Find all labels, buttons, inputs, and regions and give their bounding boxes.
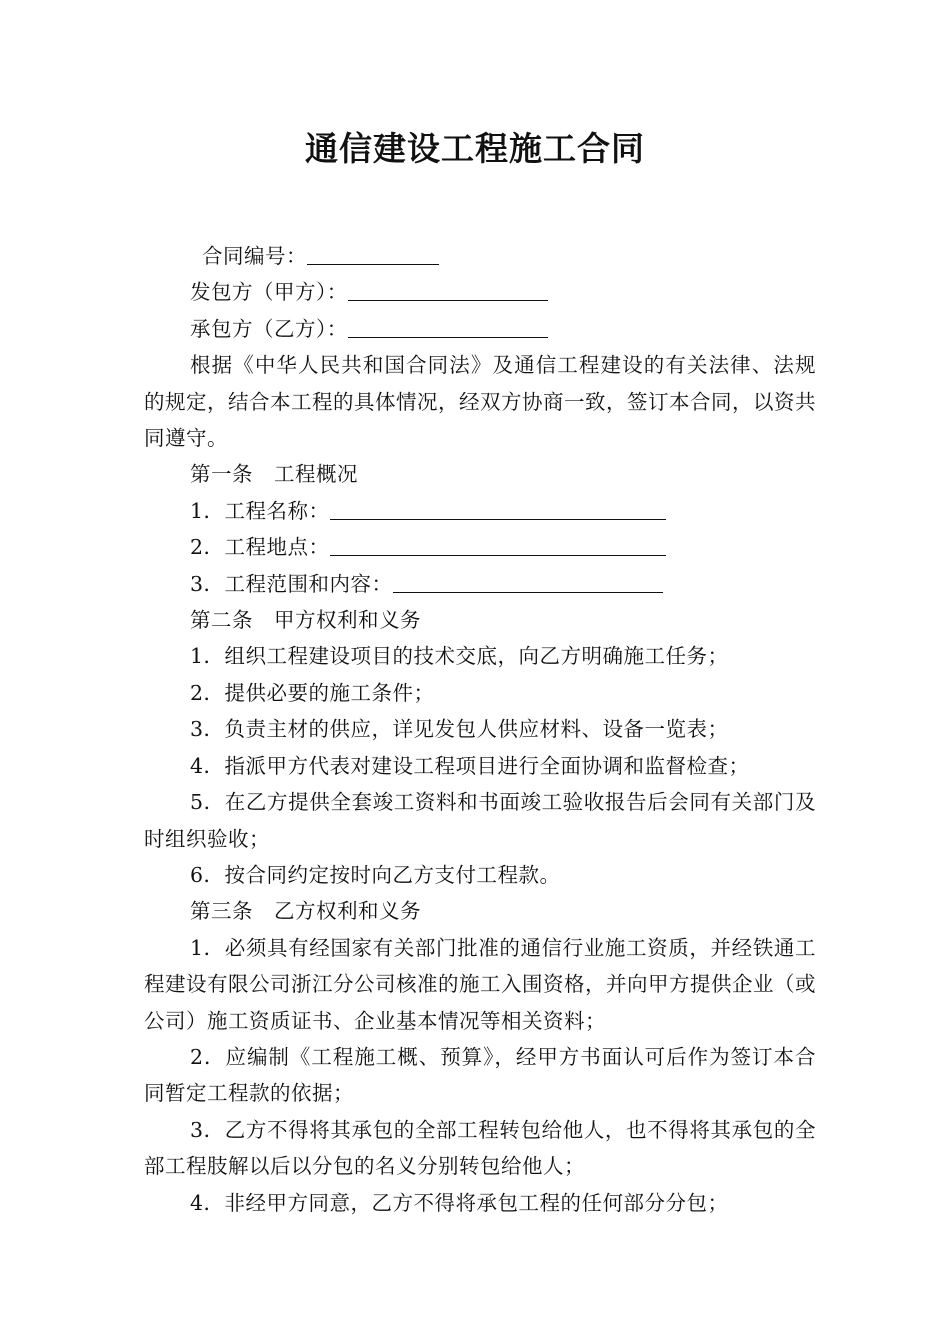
project-location-label: 2．工程地点： [190, 535, 330, 560]
party-a-line [144, 274, 816, 310]
article-2-item-3: 3．负责主材的供应，详见发包人供应材料、设备一览表； [190, 717, 729, 742]
article-3-item-2: 2．应编制《工程施工概、预算》，经甲方书面认可后作为签订本合同暂定工程款的依据； [144, 1044, 816, 1106]
party-a-blank [348, 276, 548, 301]
article-2-heading: 第二条 甲方权利和义务 [190, 608, 421, 633]
contract-no-line [144, 238, 816, 274]
article-2-item-4: 4．指派甲方代表对建设工程项目进行全面协调和监督检查； [190, 753, 750, 778]
project-location-line [144, 529, 816, 565]
party-b-label: 承包方（乙方）： [190, 316, 348, 341]
article-2-item-5: 5．在乙方提供全套竣工资料和书面竣工验收报告后会同有关部门及时组织验收； [144, 790, 816, 851]
project-name-label: 1．工程名称： [190, 498, 330, 523]
project-scope-line [144, 566, 816, 602]
party-a-label: 发包方（甲方）： [190, 280, 348, 305]
contract-title: 通信建设工程施工合同 [305, 129, 645, 168]
contract-body [144, 238, 816, 1221]
contract-no-blank [307, 240, 439, 265]
party-b-line [144, 311, 816, 347]
party-b-blank [348, 313, 548, 338]
article-3-item-4: 4．非经甲方同意，乙方不得将承包工程的任何部分分包； [190, 1190, 729, 1215]
contract-no-label: 合同编号： [202, 244, 307, 268]
intro-paragraph: 根据《中华人民共和国合同法》及通信工程建设的有关法律、法规的规定，结合本工程的具体情况，经双方协商一致，签订本合同，以资共同遵守。 [144, 353, 816, 451]
project-scope-label: 3．工程范围和内容： [190, 571, 393, 596]
project-scope-blank [393, 568, 663, 593]
article-2-item-2: 2．提供必要的施工条件； [190, 680, 435, 705]
project-location-blank [330, 531, 666, 556]
article-3-item-3: 3．乙方不得将其承包的全部工程转包给他人，也不得将其承包的全部工程肢解以后以分包的名义分别转包给他人； [144, 1117, 816, 1179]
project-name-blank [330, 495, 666, 520]
article-3-item-1: 1．必须具有经国家有关部门批准的通信行业施工资质，并经铁通工程建设有限公司浙江分公司核准的施工入围资格，并向甲方提供企业（或公司）施工资质证书、企业基本情况等相关资料； [144, 935, 816, 1033]
article-2-item-1: 1．组织工程建设项目的技术交底，向乙方明确施工任务； [190, 644, 729, 669]
article-3-heading: 第三条 乙方权利和义务 [190, 899, 421, 924]
project-name-line [144, 493, 816, 529]
article-1-heading: 第一条 工程概况 [190, 462, 358, 487]
article-2-item-6: 6．按合同约定按时向乙方支付工程款。 [190, 862, 561, 887]
